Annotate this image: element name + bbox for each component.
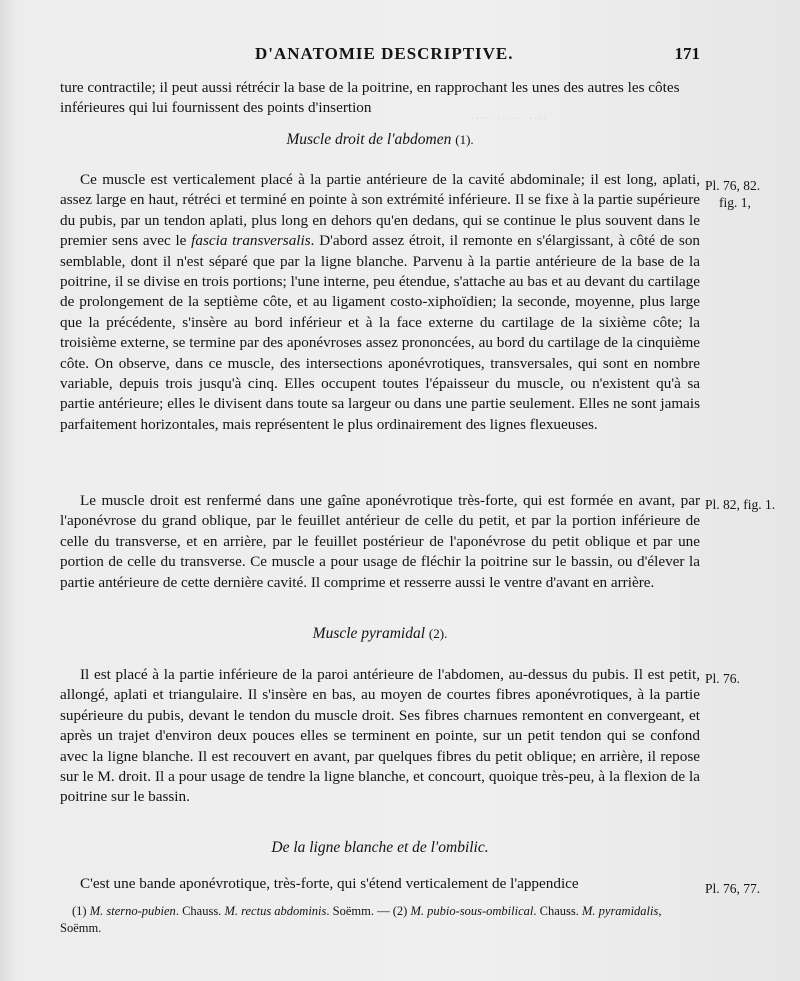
section-title: De la ligne blanche et de l'ombilic. xyxy=(271,839,489,856)
margin-note-line: fig. 1, xyxy=(719,195,751,210)
section-heading-pyramidal xyxy=(60,625,700,643)
paragraph-abdomen-2 xyxy=(60,491,700,593)
paragraph-ligne xyxy=(60,874,700,894)
margin-note-plates: Pl. 76. xyxy=(705,671,740,686)
intro-text: ture contractile; il peut aussi rétrécir la base de la poitrine, en rapprochant les unes des autres les côtes inférieures qui lui fournissent des points d'insertion xyxy=(60,79,680,117)
footnote-mark: (2) xyxy=(392,904,408,918)
footnote-author: . Chauss. xyxy=(533,904,579,918)
paragraph-text-cont: . D'abord assez étroit, il remonte en s'élargissant, à côté de son semblable, dont il n'est séparé que par la ligne blanche. Parvenu à la partie antérieure de la base de la poitrine, il se divise en trois portions; l'une interne, peu étendue, s'attache au bas et au devant du cartilage de prolongement de la septième côte, et au ligament costo-xiphoïdien; la seconde, moyenne, plus large que la précédente, s'insère au bord inférieur et à la face externe du cartilage de la sixième côte; la troisième externe, se termine par des aponévroses assez prononcées, au bord du cartilage de la cinquième côte. On observe, dans ce muscle, des intersections aponévrotiques, transversales, qui sont en nombre variable, depuis trois jusqu'à cinq. Elles occupent toutes l'épaisseur du muscle, ou n'existent qu'à sa partie antérieure; elles le divisent dans toute sa largeur ou dans une partie seulement. Elles ne sont jamais parfaitement horizontales, mais représentent le plus ordinairement des lignes flexueuses. xyxy=(60,232,701,433)
paragraph-text: C'est une bande aponévrotique, très-forte, qui s'étend verticalement de l'appendice xyxy=(80,875,579,892)
section-heading-ligne xyxy=(60,839,700,857)
margin-note-plates: Pl. 76, 77. xyxy=(705,881,761,896)
footnote-ref: (2). xyxy=(428,626,448,641)
italic-term: fascia transversalis xyxy=(191,232,311,250)
footnote-term: M. pubio-sous-ombilical xyxy=(410,904,534,918)
footnote-author: . Chauss. xyxy=(175,904,222,918)
footnote-author: , Soëmm. xyxy=(60,904,662,935)
running-title: D'ANATOMIE DESCRIPTIVE. xyxy=(255,44,514,63)
intro-paragraph xyxy=(60,78,700,119)
bleed-through: ····· ····· ····· xyxy=(470,112,547,127)
paragraph-pyramidal xyxy=(60,665,700,808)
footnote-term: M. sterno-pubien xyxy=(89,904,176,918)
margin-note-plates: Pl. 82, fig. 1. xyxy=(705,497,776,512)
paragraph-text: Ce muscle est verticalement placé à la partie antérieure de la cavité abdominale; il est long, aplati, assez large en haut, rétréci et terminé en pointe à son extrémité inférieure. Il se fixe à la partie supérieure du pubis, par un tendon aplati, plus long en dehors qu'en dedans, qui se continue le plus souvent dans le premier sens avec le xyxy=(60,171,700,250)
margin-note-plates xyxy=(705,177,760,211)
paragraph-text: Le muscle droit est renfermé dans une gaîne aponévrotique très-forte, qui est formée en avant, par l'aponévrose du grand oblique, par le feuillet antérieur de celle du petit, et par la portion inférieure de celle du transverse, et en arrière, par le feuillet postérieur de l'aponévrose du petit oblique et par une portion de celle du transverse. Ce muscle a pour usage de fléchir la poitrine sur le bassin, ou d'élever la partie antérieure de cette dernière cavité. Il comprime et resserre aussi le ventre d'avant en arrière. xyxy=(60,492,700,591)
section-heading-abdomen xyxy=(60,131,700,149)
footnote-author: . Soëmm. — xyxy=(326,904,393,918)
paragraph-abdomen-1 xyxy=(60,170,700,435)
section-title: Muscle droit de l'abdomen xyxy=(286,131,452,148)
paragraph-text: Il est placé à la partie inférieure de la paroi antérieure de l'abdomen, au-dessus du pubis. Il est petit, allongé, aplati et triangulaire. Il s'insère en bas, au moyen de courtes fibres aponévrotiques, à la partie supérieure du pubis, devant le tendon du muscle droit. Ses fibres charnues remontent en convergeant, et après un trajet d'environ deux pouces elles se terminent en pointe, sur un petit tendon qui se confond avec la ligne blanche. Il est recouvert en avant, par quelques fibres du petit oblique; en arrière, il repose sur le M. droit. Il a pour usage de tendre la ligne blanche, et concourt, quoique très-peu, à la flexion de la poitrine sur le bassin. xyxy=(60,666,700,806)
footnote-term: M. rectus abdominis xyxy=(224,904,327,918)
footnotes xyxy=(60,903,700,937)
footnote-mark: (1) xyxy=(72,904,87,918)
page-header xyxy=(60,44,700,74)
margin-note-line: Pl. 76, 82. xyxy=(705,178,761,193)
footnote-ref: (1). xyxy=(455,132,474,147)
footnote-term: M. pyramidalis xyxy=(581,904,659,918)
page-number: 171 xyxy=(674,44,700,63)
section-title: Muscle pyramidal xyxy=(312,625,426,642)
